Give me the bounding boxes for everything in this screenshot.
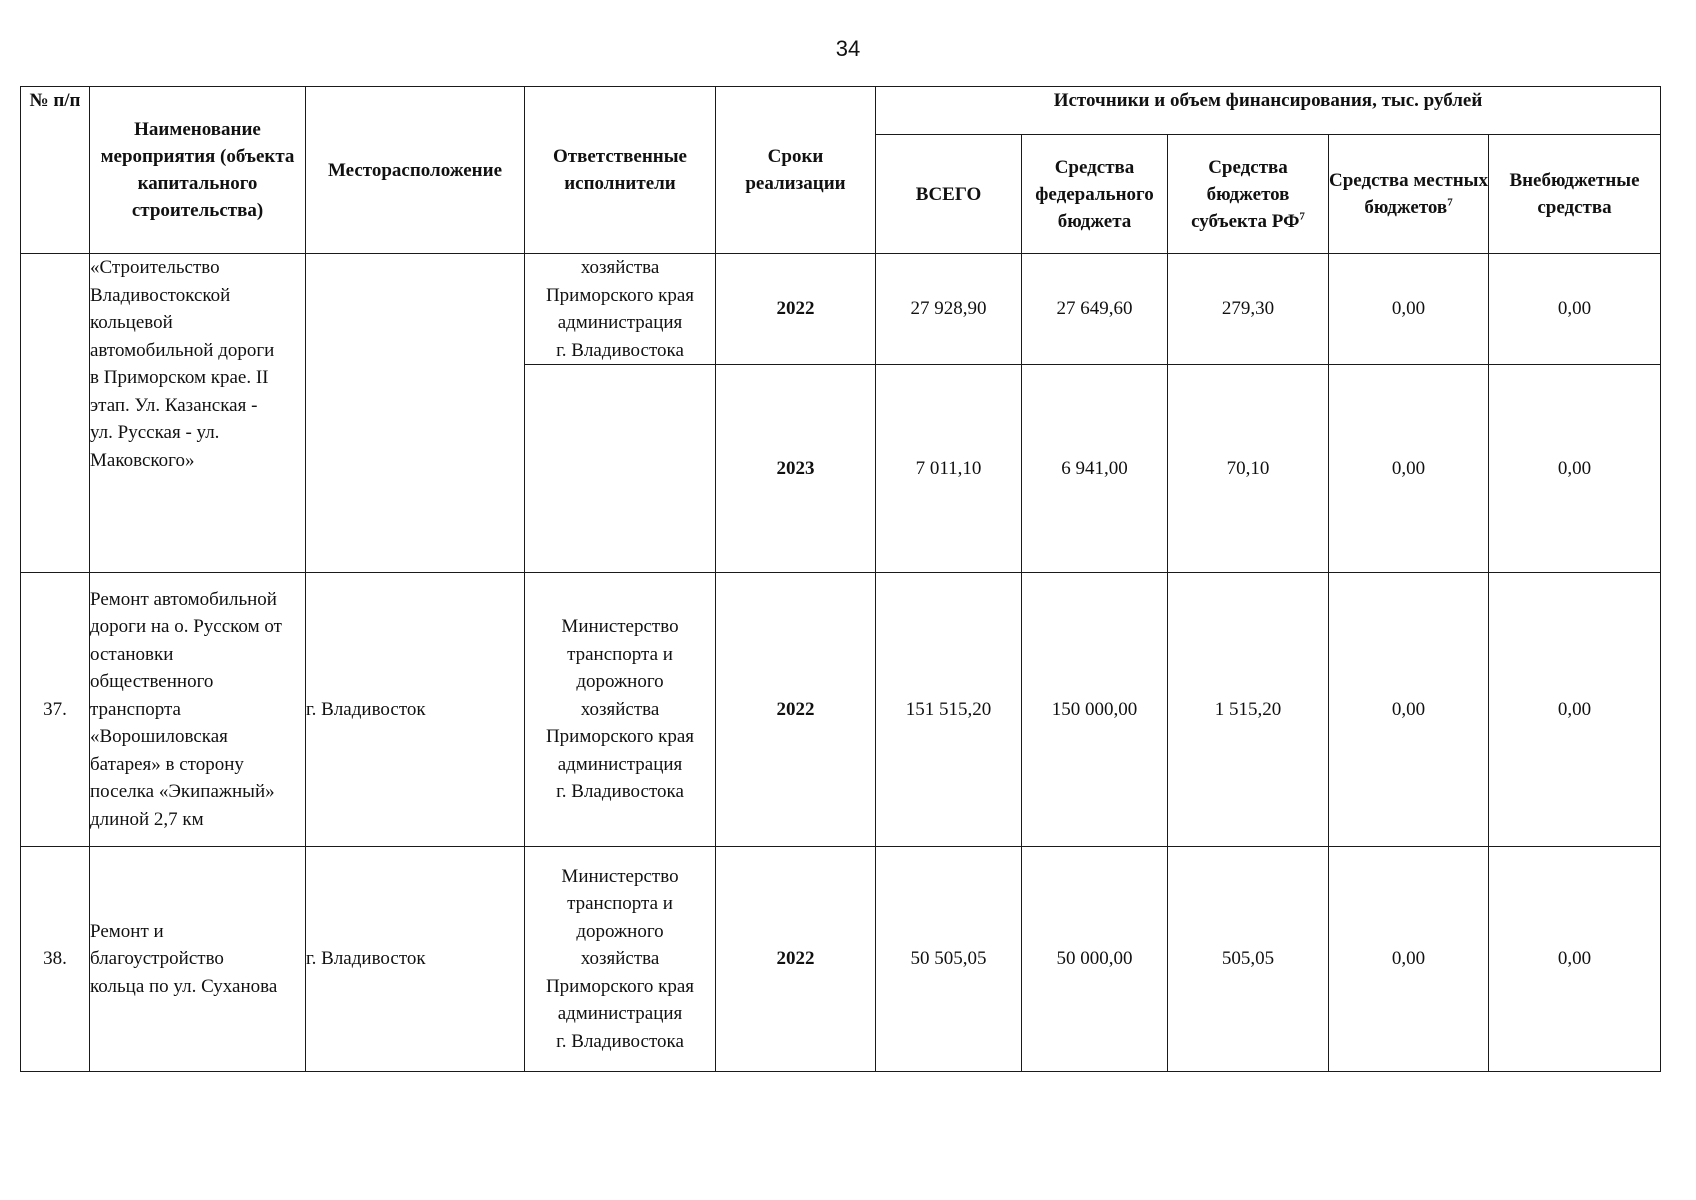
row-executors-empty — [525, 365, 716, 573]
executor-line: администрация — [557, 312, 683, 333]
row-year: 2022 — [716, 573, 876, 847]
executor-line: транспорта и — [567, 893, 673, 915]
executor-line: Министерство — [561, 865, 679, 887]
cell-extra: 0,00 — [1489, 573, 1661, 847]
cell-total: 27 928,90 — [876, 254, 1022, 365]
row-year: 2022 — [716, 254, 876, 365]
name-line: дороги на о. Русском от — [90, 616, 282, 638]
name-line: общественного — [90, 671, 214, 693]
cell-extra: 0,00 — [1489, 847, 1661, 1072]
executor-line: хозяйства — [580, 948, 660, 970]
cell-total: 151 515,20 — [876, 573, 1022, 847]
name-line: Владивостокской — [90, 284, 231, 306]
executor-line: г. Владивостока — [556, 1030, 684, 1052]
name-line: в Приморском крае. II — [90, 367, 269, 388]
name-line: автомобильной дороги — [90, 339, 275, 361]
executor-line: Приморского края — [545, 726, 695, 748]
name-line: этап. Ул. Казанская - — [90, 394, 258, 416]
cell-local: 0,00 — [1329, 573, 1489, 847]
row-executors — [525, 847, 716, 1072]
name-line: Ремонт автомобильной — [90, 588, 277, 610]
row-location: г. Владивосток — [306, 847, 525, 1072]
executor-line: Приморского края — [545, 975, 695, 997]
row-number — [21, 254, 90, 573]
executor-line: хозяйства — [580, 698, 660, 720]
cell-local: 0,00 — [1329, 254, 1489, 365]
executor-line: транспорта и — [567, 643, 673, 665]
header-num: № п/п — [21, 87, 90, 254]
header-subject — [1168, 135, 1329, 254]
header-subject-label: Средства бюджетов субъекта РФ — [1191, 156, 1300, 232]
header-executors: Ответственные исполнители — [525, 87, 716, 254]
row-location: г. Владивосток — [306, 573, 525, 847]
name-line: Маковского» — [90, 449, 195, 471]
table-header — [21, 87, 1661, 254]
cell-total: 50 505,05 — [876, 847, 1022, 1072]
row-name — [90, 573, 306, 847]
header-subject-footnote: 7 — [1299, 210, 1305, 223]
page-number: 34 — [835, 36, 861, 61]
header-location: Месторасположение — [306, 87, 525, 254]
row-year: 2022 — [716, 847, 876, 1072]
cell-federal: 50 000,00 — [1022, 847, 1168, 1072]
cell-extra: 0,00 — [1489, 254, 1661, 365]
cell-federal: 150 000,00 — [1022, 573, 1168, 847]
row-number: 38. — [21, 847, 90, 1072]
name-line: кольца по ул. Суханова — [90, 975, 278, 997]
cell-extra: 0,00 — [1489, 365, 1661, 573]
cell-federal: 27 649,60 — [1022, 254, 1168, 365]
cell-subject: 70,10 — [1168, 365, 1329, 573]
name-line: поселка «Экипажный» — [90, 781, 275, 803]
executor-line: Приморского края — [545, 284, 695, 306]
row-name — [90, 847, 306, 1072]
header-funding-group: Источники и объем финансирования, тыс. рублей — [876, 87, 1661, 135]
header-extra: Внебюджетные средства — [1489, 135, 1661, 254]
cell-local: 0,00 — [1329, 847, 1489, 1072]
executor-line: г. Владивостока — [556, 781, 684, 803]
row-name — [90, 254, 306, 573]
name-line: «Строительство — [90, 257, 220, 278]
name-line: Ремонт и — [90, 920, 164, 942]
name-line: батарея» в сторону — [90, 753, 244, 775]
name-line: транспорта — [90, 698, 181, 720]
table-row — [21, 573, 1661, 847]
row-number: 37. — [21, 573, 90, 847]
cell-local: 0,00 — [1329, 365, 1489, 573]
cell-subject: 505,05 — [1168, 847, 1329, 1072]
row-executors — [525, 573, 716, 847]
row-location — [306, 254, 525, 573]
executor-line: администрация — [557, 753, 683, 775]
cell-total: 7 011,10 — [876, 365, 1022, 573]
executor-line: хозяйства — [580, 257, 660, 278]
executor-line: г. Владивостока — [556, 339, 684, 361]
table-row — [21, 254, 1661, 365]
name-line: благоустройство — [90, 948, 224, 970]
executor-line: администрация — [557, 1003, 683, 1025]
row-executors — [525, 254, 716, 365]
executor-line: дорожного — [576, 920, 664, 942]
executor-line: Министерство — [561, 616, 679, 638]
table-row — [21, 847, 1661, 1072]
header-federal: Средства федерального бюджета — [1022, 135, 1168, 254]
cell-federal: 6 941,00 — [1022, 365, 1168, 573]
header-total: ВСЕГО — [876, 135, 1022, 254]
name-line: ул. Русская - ул. — [90, 422, 220, 443]
header-local-footnote: 7 — [1447, 196, 1453, 209]
header-name: Наименование мероприятия (объекта капитального строительства) — [90, 87, 306, 254]
name-line: «Ворошиловская — [90, 726, 228, 748]
funding-table — [20, 86, 1661, 1072]
table-body — [21, 254, 1661, 1072]
header-local-label: Средства местных бюджетов — [1329, 170, 1489, 218]
cell-subject: 1 515,20 — [1168, 573, 1329, 847]
name-line: остановки — [90, 643, 174, 665]
cell-subject: 279,30 — [1168, 254, 1329, 365]
header-local — [1329, 135, 1489, 254]
name-line: длиной 2,7 км — [90, 808, 204, 830]
name-line: кольцевой — [90, 312, 173, 333]
header-period: Сроки реализации — [716, 87, 876, 254]
executor-line: дорожного — [576, 671, 664, 693]
row-year: 2023 — [716, 365, 876, 573]
